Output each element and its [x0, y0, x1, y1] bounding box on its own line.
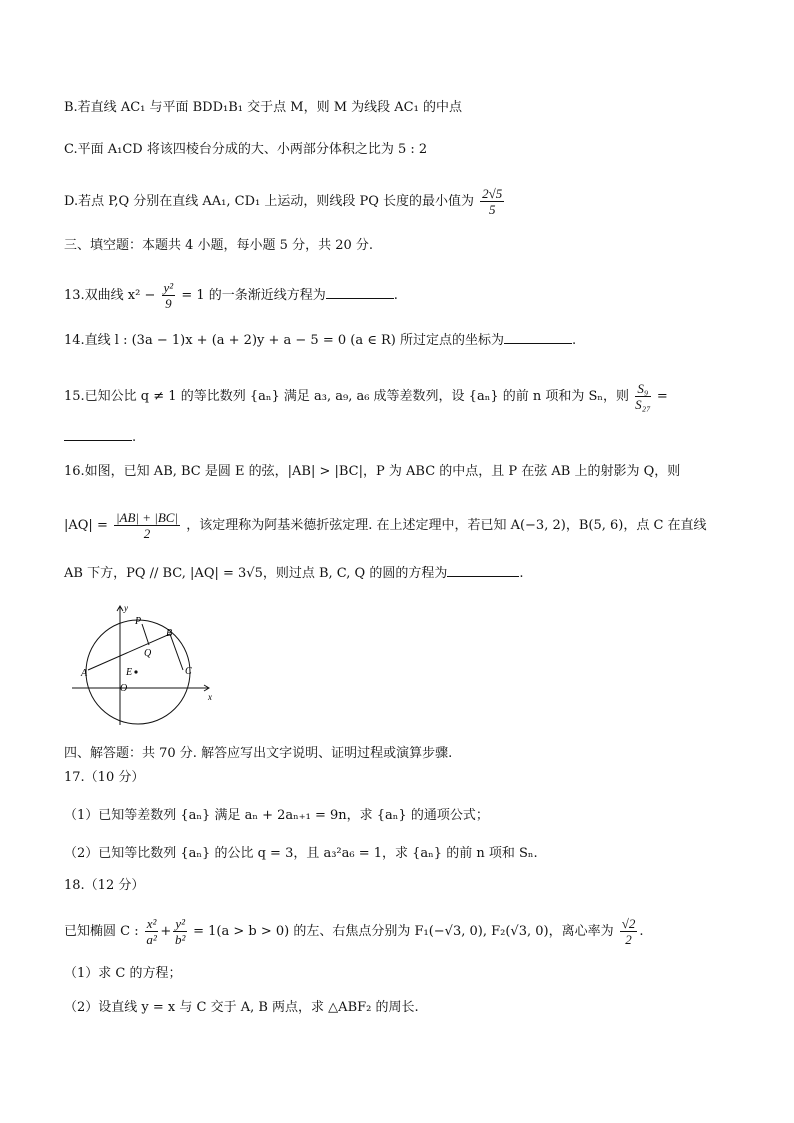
option-b: B.若直线 AC₁ 与平面 BDD₁B₁ 交于点 M，则 M 为线段 AC₁ 的中点 — [64, 100, 462, 115]
question-17-part-2: （2）已知等比数列 {aₙ} 的公比 q = 3，且 a₃²a₆ = 1，求 {aₙ} 的前 n 项和 Sₙ. — [64, 846, 538, 861]
origin-label: O — [120, 683, 128, 694]
question-18-heading: 18.（12 分） — [64, 878, 145, 893]
question-15-blank: . — [64, 428, 136, 448]
answer-blank — [64, 428, 132, 441]
option-d: D.若点 P,Q 分别在直线 AA₁, CD₁ 上运动，则线段 PQ 长度的最小值为 $\frac{2√5}{5}$ — [64, 186, 503, 217]
fraction: $\frac{2√5}{5}$ — [482, 186, 503, 217]
section-4-heading: 四、解答题：共 70 分. 解答应写出文字说明、证明过程或演算步骤. — [64, 746, 453, 761]
point-e-label: E — [126, 667, 133, 678]
y-axis-label: y — [124, 603, 128, 613]
question-18-part-2: （2）设直线 y = x 与 C 交于 A, B 两点，求 △ABF₂ 的周长. — [64, 1000, 419, 1015]
question-17-part-1: （1）已知等差数列 {aₙ} 满足 aₙ + 2aₙ₊₁ = 9n，求 {aₙ} 的通项公式； — [64, 808, 489, 823]
answer-blank — [447, 564, 519, 577]
question-16-line-2: |AQ| = $\frac{|AB| + |BC|}{2}$ ，该定理称为阿基米德折弦定理. 在上述定理中，若已知 A(−3, 2)，B(5, 6)，点 C 在直线 — [64, 510, 707, 541]
point-a-label: A — [81, 668, 88, 679]
question-17-heading: 17.（10 分） — [64, 770, 145, 785]
section-3-heading: 三、填空题：本题共 4 小题，每小题 5 分，共 20 分. — [64, 238, 374, 253]
question-16-line-1: 16.如图，已知 AB, BC 是圆 E 的弦，|AB| > |BC|，P 为 ABC 的中点，且 P 在弦 AB 上的射影为 Q，则 — [64, 464, 681, 479]
answer-blank — [326, 286, 394, 299]
question-14: 14.直线 l : (3a − 1)x + (a + 2)y + a − 5 = 0 (a ∈ R) 所过定点的坐标为 . — [64, 333, 577, 348]
fraction: $\frac{|AB| + |BC|}{2}$ — [115, 510, 179, 541]
question-15: 15.已知公比 q ≠ 1 的等比数列 {aₙ} 满足 a₃, a₉, a₆ 成等差数列，设 {aₙ} 的前 n 项和为 Sₙ，则 $\frac{\text{S₉}}{\text{S₂₇}}$ = — [64, 381, 668, 412]
question-13: 13.双曲线 x² − $\frac{\text{y²}}{9}$ = 1 的一条渐近线方程为 . — [64, 280, 398, 311]
fraction: $\frac{√2}{2}$ — [621, 916, 636, 947]
question-18-part-1: （1）求 C 的方程； — [64, 966, 182, 981]
fraction: $\frac{\text{S₉}}{\text{S₂₇}}$ — [635, 381, 651, 412]
point-p-label: P — [135, 616, 142, 627]
point-q-label: Q — [144, 648, 152, 659]
x-axis-label: x — [208, 692, 212, 702]
question-16-line-3: AB 下方，PQ // BC, |AQ| = 3√5，则过点 B, C, Q 的圆的方程为 . — [64, 566, 524, 581]
point-c-label: C — [185, 666, 192, 677]
fraction: $\frac{\text{y²}}{9}$ — [163, 280, 174, 311]
option-c: C.平面 A₁CD 将该四棱台分成的大、小两部分体积之比为 5 : 2 — [64, 142, 428, 157]
fraction: $\frac{\text{x²}}{\text{a²}}$ — [146, 916, 157, 947]
answer-blank — [504, 331, 572, 344]
point-b-label: B — [166, 628, 173, 639]
question-18-stem: 已知椭圆 C : $\frac{\text{x²}}{\text{a²}}$ + $\frac{\text{y²}}{\text{b²}}$ = 1(a > b > 0) 的左、右焦点分别为 F₁(−√3, 0), F₂(√3, 0)，离心率为 $\frac{√2}{2}$ . — [64, 916, 644, 947]
circle-figure — [64, 600, 224, 730]
fraction: $\frac{\text{y²}}{\text{b²}}$ — [174, 916, 186, 947]
